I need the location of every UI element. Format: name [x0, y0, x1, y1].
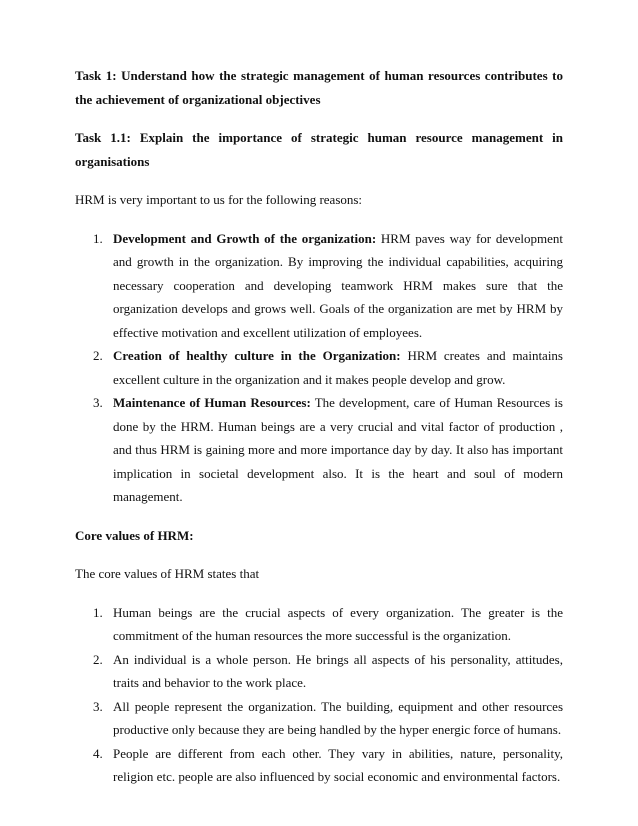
reason-text: The development, care of Human Resources is done by the HRM. Human beings are a very crucial and vital factor of production , and thus HRM is gaining more and more importance day by day. It also has important implication in societal development also. It is the heart and soul of modern management.	[113, 395, 563, 504]
list-number: 2.	[93, 348, 103, 363]
list-item	[75, 601, 563, 648]
reason-text: HRM creates and maintains excellent culture in the organization and it makes people develop and grow.	[113, 348, 563, 387]
list-item	[75, 391, 563, 509]
reasons-intro: HRM is very important to us for the following reasons:	[75, 192, 363, 207]
task1-1-heading: Task 1.1: Explain the importance of strategic human resource management in organisations	[75, 130, 563, 169]
list-number: 1.	[93, 604, 103, 620]
list-number: 1.	[93, 230, 103, 246]
task1-heading: Task 1: Understand how the strategic management of human resources contributes to the achievement of organizational objectives	[75, 68, 563, 107]
core-values-heading: Core values of HRM:	[75, 527, 194, 543]
list-item	[75, 227, 563, 345]
reason-title: Development and Growth of the organization:	[113, 230, 377, 246]
list-item	[75, 344, 563, 391]
core-value-text: People are different from each other. They vary in abilities, nature, personality, religion etc. people are also influenced by social economic and environmental factors.	[113, 745, 563, 784]
core-value-text: All people represent the organization. The building, equipment and other resources productive only because they are being handled by the hyper energic force of humans.	[113, 698, 563, 737]
reasons-list	[75, 227, 563, 509]
list-number: 3.	[93, 698, 103, 714]
reason-title: Creation of healthy culture in the Organization:	[113, 348, 401, 363]
core-values-list	[75, 601, 563, 789]
reason-text: HRM paves way for development and growth in the organization. By improving the individual capabilities, acquiring necessary cooperation and developing teamwork HRM makes sure that the organization develops and grows well. Goals of the organization are met by HRM by effective motivation and excellent utilization of employees.	[113, 230, 563, 340]
core-value-text: Human beings are the crucial aspects of every organization. The greater is the commitment of the human resources the more successful is the organization.	[113, 604, 563, 643]
list-item	[75, 648, 563, 695]
list-item	[75, 695, 563, 742]
core-values-intro: The core values of HRM states that	[75, 566, 260, 581]
list-number: 3.	[93, 395, 103, 410]
list-item	[75, 742, 563, 789]
list-number: 2.	[93, 651, 103, 667]
core-value-text: An individual is a whole person. He brings all aspects of his personality, attitudes, traits and behavior to the work place.	[113, 651, 563, 690]
reason-title: Maintenance of Human Resources:	[113, 395, 311, 410]
list-number: 4.	[93, 745, 103, 761]
document-page	[75, 64, 563, 789]
